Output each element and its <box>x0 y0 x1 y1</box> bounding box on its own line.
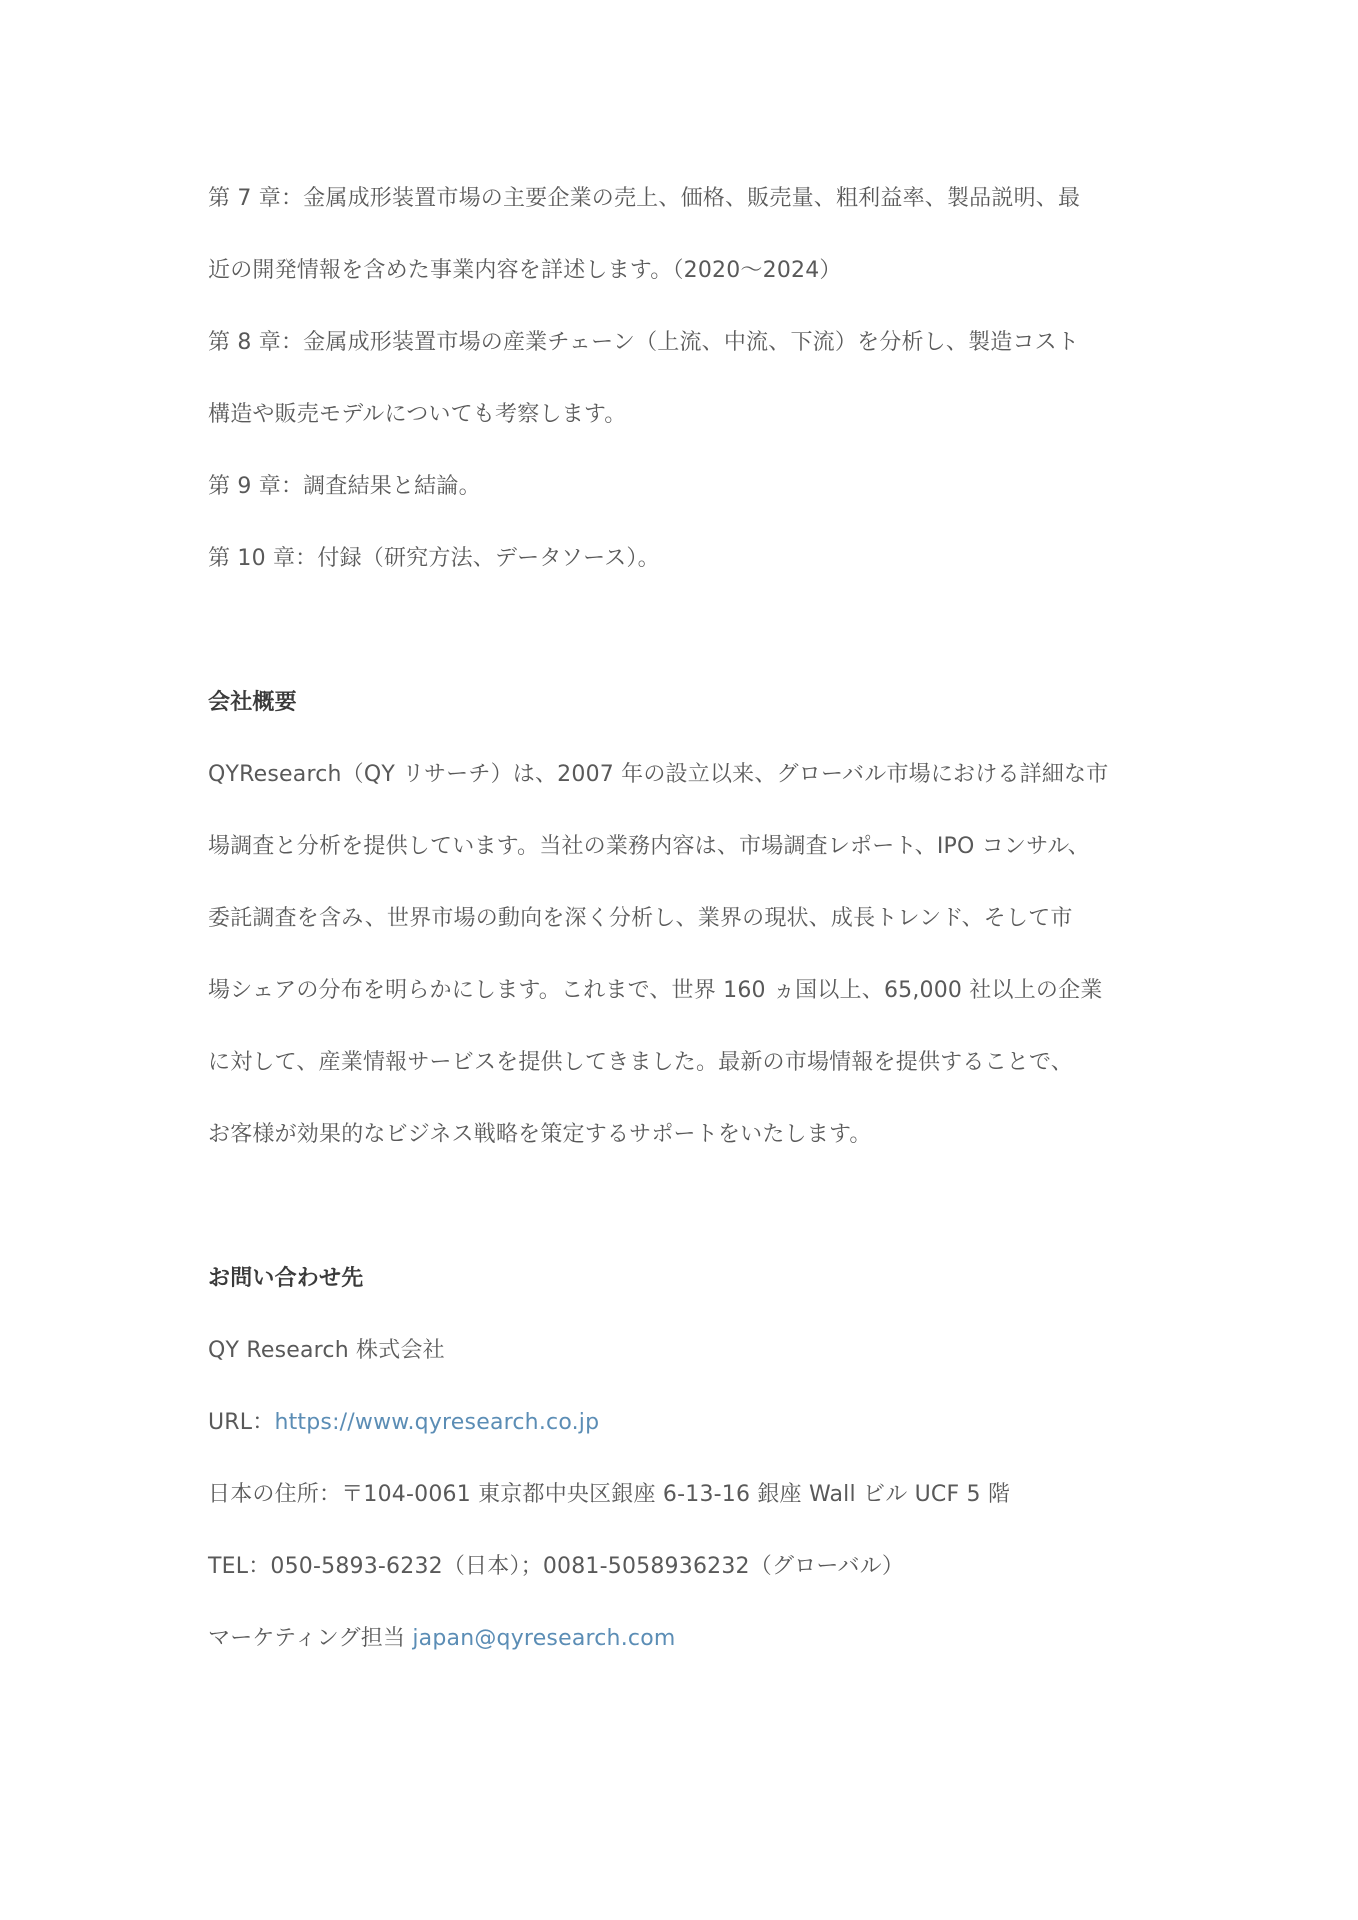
chapter-10: 第 10 章：付録（研究方法、データソース）。 <box>208 546 660 571</box>
url-label: URL： <box>208 1410 275 1435</box>
contact-address: 日本の住所：〒104-0061 東京都中央区銀座 6-13-16 銀座 Wall ビル UCF 5 階 <box>208 1482 1011 1507</box>
contact-company-name: QY Research 株式会社 <box>208 1338 445 1363</box>
company-overview-line: QYResearch（QY リサーチ）は、2007 年の設立以来、グローバル市場における詳細な市 <box>208 762 1109 787</box>
chapter-8-line-1: 第 8 章：金属成形装置市場の産業チェーン（上流、中流、下流）を分析し、製造コスト <box>208 330 1080 355</box>
chapter-7-line-1: 第 7 章：金属成形装置市場の主要企業の売上、価格、販売量、粗利益率、製品説明、最 <box>208 186 1081 211</box>
website-link[interactable]: https://www.qyresearch.co.jp <box>274 1410 600 1435</box>
chapter-7-line-2: 近の開発情報を含めた事業内容を詳述します。（2020〜2024） <box>208 258 842 283</box>
contact-url-row <box>208 1408 599 1438</box>
company-overview-line: に対して、産業情報サービスを提供してきました。最新の市場情報を提供することで、 <box>208 1050 1073 1075</box>
contact-tel: TEL：050-5893-6232（日本）；0081-5058936232（グローバル） <box>208 1554 905 1579</box>
company-overview-line: 場シェアの分布を明らかにします。これまで、世界 160 ヵ国以上、65,000 社以上の企業 <box>208 978 1103 1003</box>
contact-heading: お問い合わせ先 <box>208 1266 364 1291</box>
company-overview-line: お客様が効果的なビジネス戦略を策定するサポートをいたします。 <box>208 1122 872 1147</box>
company-overview-heading: 会社概要 <box>208 690 297 715</box>
contact-marketing-row <box>208 1624 675 1654</box>
chapter-8-line-2: 構造や販売モデルについても考察します。 <box>208 402 627 427</box>
email-link[interactable]: japan@qyresearch.com <box>412 1626 676 1651</box>
chapter-9: 第 9 章：調査結果と結論。 <box>208 474 481 499</box>
company-overview-line: 場調査と分析を提供しています。当社の業務内容は、市場調査レポート、IPO コンサル、 <box>208 834 1090 859</box>
company-overview-line: 委託調査を含み、世界市場の動向を深く分析し、業界の現状、成長トレンド、そして市 <box>208 906 1073 931</box>
marketing-label: マーケティング担当 <box>208 1626 413 1651</box>
